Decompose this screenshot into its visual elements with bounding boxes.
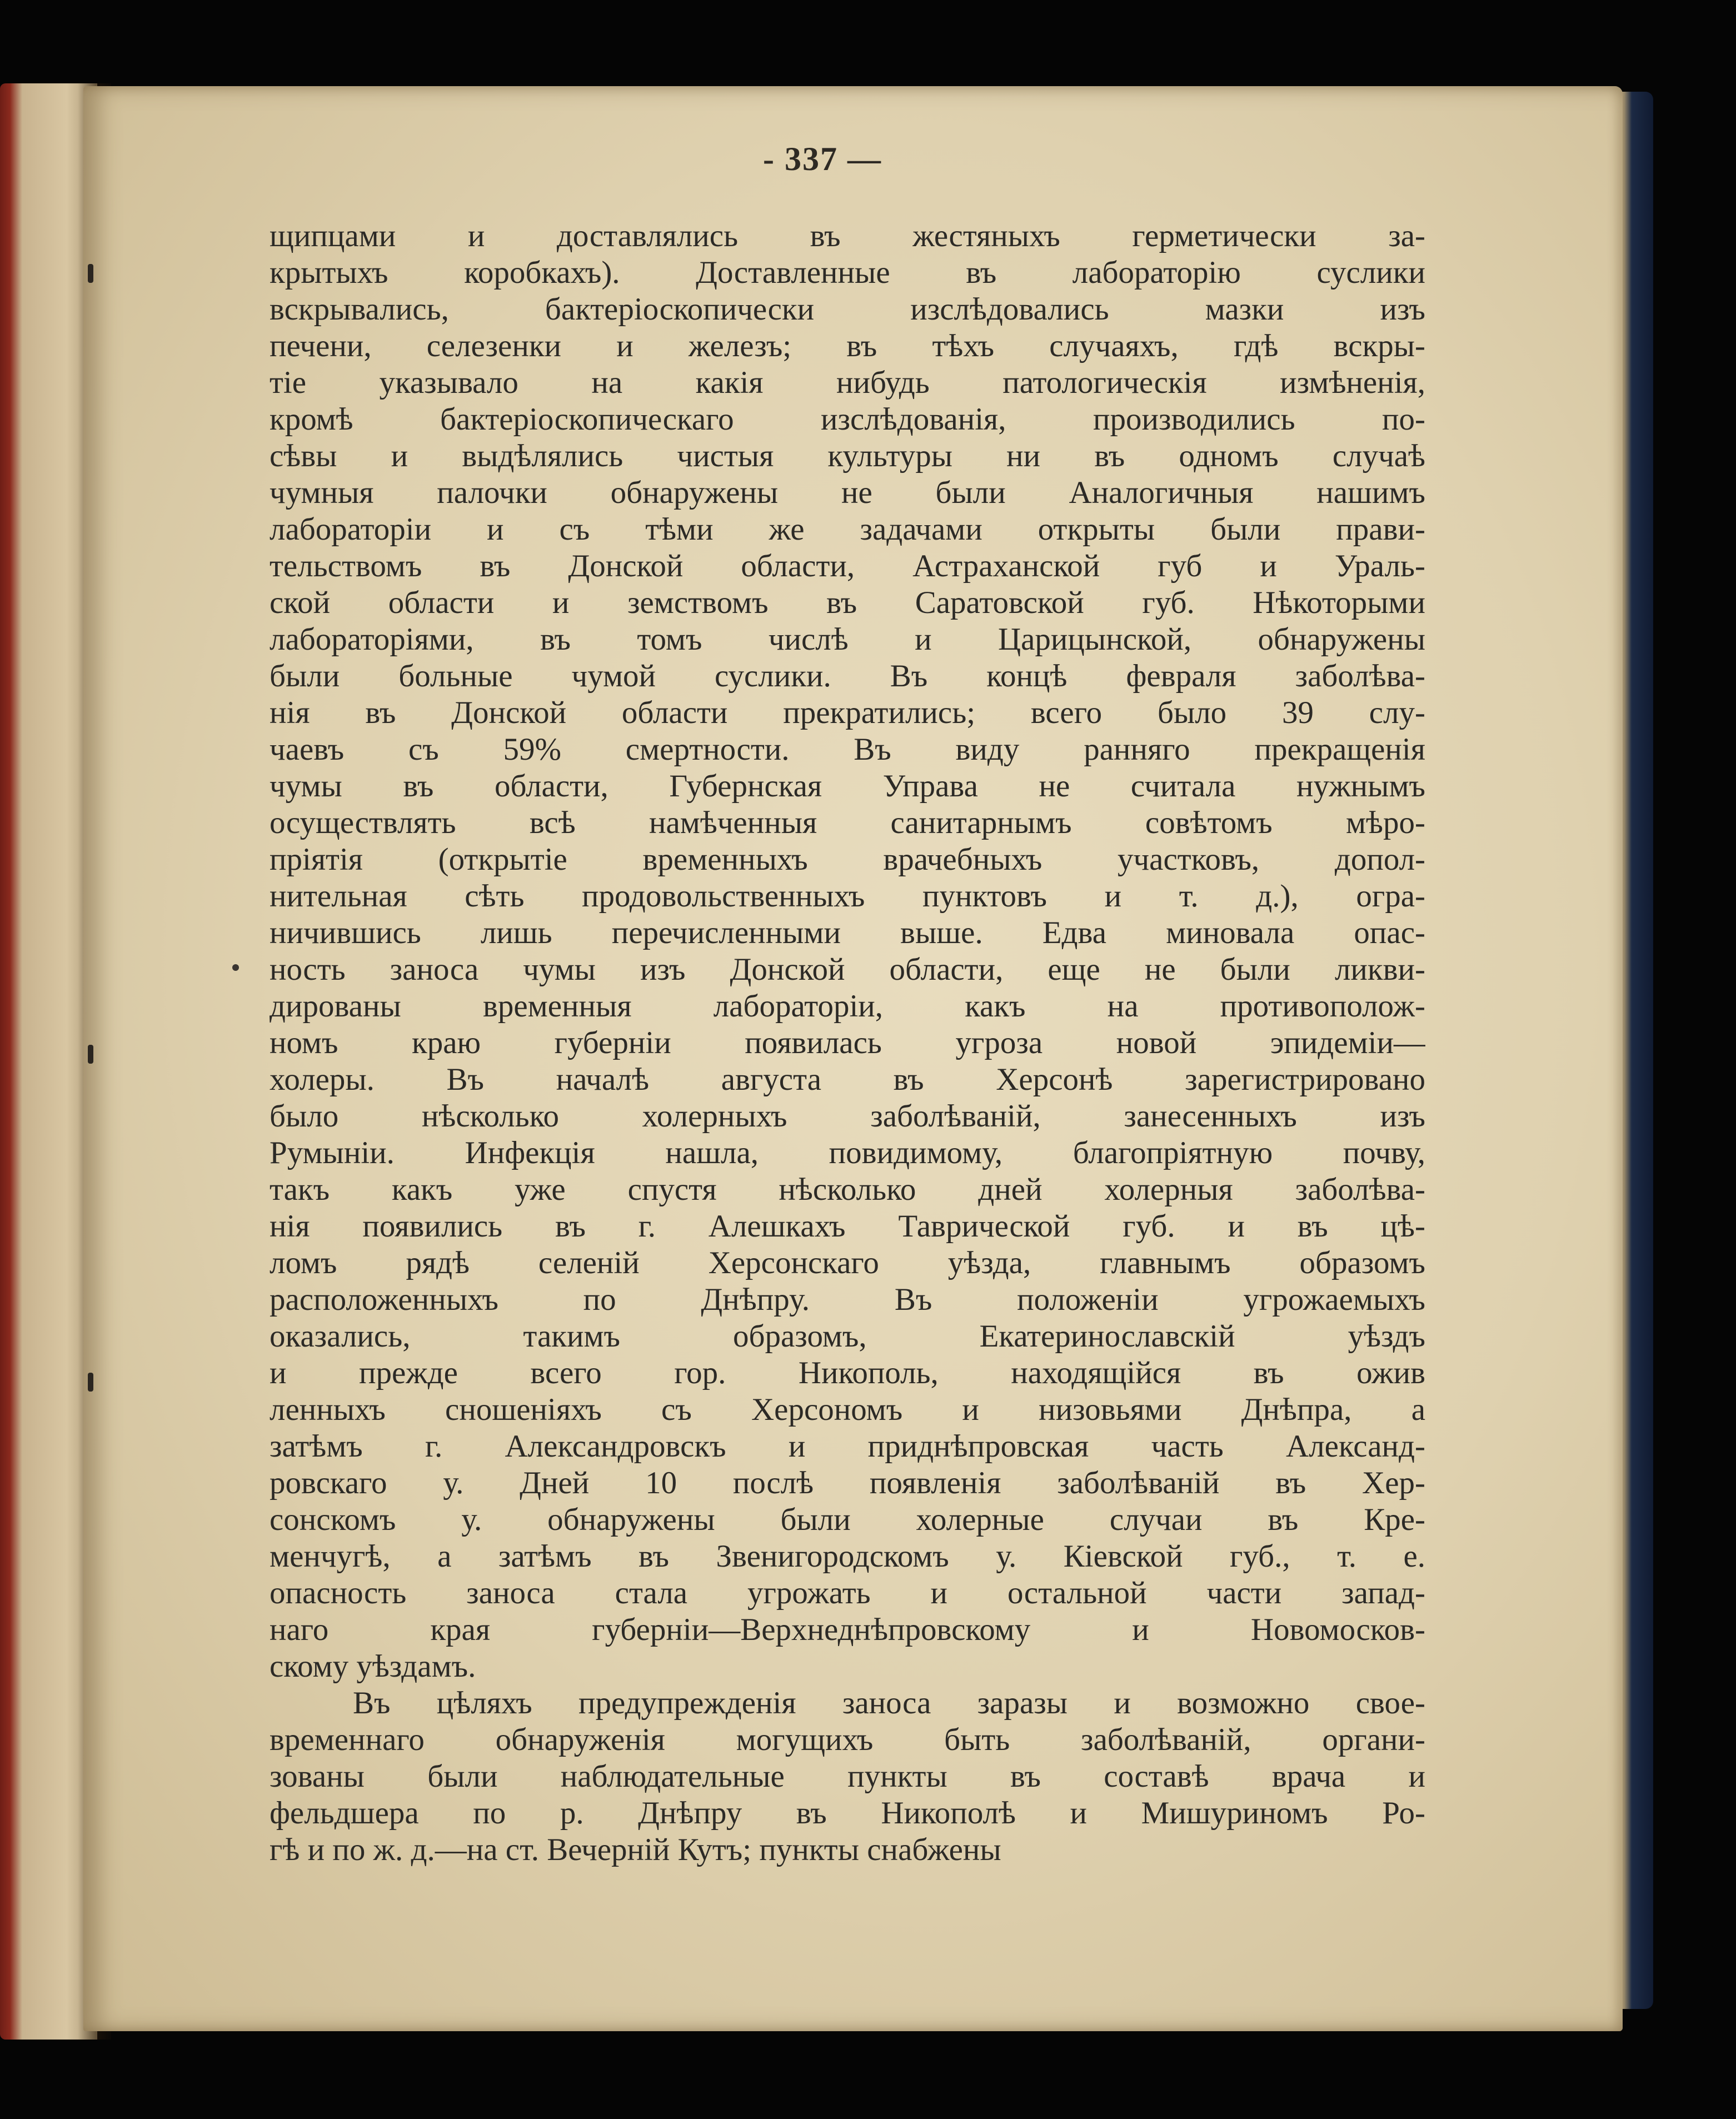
text-line: сонскомъ у. обнаружены были холерные случаи въ Кре-	[270, 1502, 1425, 1537]
page-number: - 337 —	[763, 141, 882, 177]
text-line: тіе указывало на какія нибудь патологическія измѣненія,	[270, 365, 1425, 400]
text-line: сѣвы и выдѣлялись чистыя культуры ни въ одномъ случаѣ	[270, 438, 1425, 473]
text-line: пріятія (открытіе временныхъ врачебныхъ участковъ, допол-	[270, 842, 1425, 877]
text-line: нительная сѣть продовольственныхъ пунктовъ и т. д.), огра-	[270, 879, 1425, 914]
text-line: чаевъ съ 59% смертности. Въ виду ранняго прекращенія	[270, 732, 1425, 767]
text-line: ленныхъ сношеніяхъ съ Херсономъ и низовьями Днѣпра, а	[270, 1392, 1425, 1427]
binding-mark	[88, 264, 93, 283]
text-line: было нѣсколько холерныхъ заболѣваній, занесенныхъ изъ	[270, 1099, 1425, 1134]
text-line: зованы были наблюдательные пункты въ составѣ врача и	[270, 1759, 1425, 1794]
text-line: оказались, такимъ образомъ, Екатеринославскій уѣздъ	[270, 1319, 1425, 1354]
text-line: холеры. Въ началѣ августа въ Херсонѣ зарегистрировано	[270, 1062, 1425, 1097]
text-line: наго края губерніи—Верхнеднѣпровскому и Новомосков-	[270, 1612, 1425, 1647]
page-body-text	[270, 218, 1425, 1868]
text-line: опасность заноса стала угрожать и остальной части запад-	[270, 1575, 1425, 1611]
text-line: тельствомъ въ Донской области, Астраханской губ и Ураль-	[270, 549, 1425, 584]
text-line: скому уѣздамъ.	[270, 1649, 476, 1684]
text-line: ровскаго у. Дней 10 послѣ появленія заболѣваній въ Хер-	[270, 1465, 1425, 1500]
text-line: были больные чумой суслики. Въ концѣ февраля заболѣва-	[270, 659, 1425, 694]
text-line: кромѣ бактеріоскопическаго изслѣдованія, производились по-	[270, 402, 1425, 437]
text-line: номъ краю губерніи появилась угроза новой эпидеміи—	[270, 1025, 1425, 1060]
text-line: менчугѣ, а затѣмъ въ Звенигородскомъ у. Кіевской губ., т. е.	[270, 1539, 1425, 1574]
text-line: нія въ Донской области прекратились; всего было 39 слу-	[270, 695, 1425, 730]
text-line: дированы временныя лабораторіи, какъ на противополож-	[270, 989, 1425, 1024]
text-line: такъ какъ уже спустя нѣсколько дней холерныя заболѣва-	[270, 1172, 1425, 1207]
binding-mark	[88, 1373, 93, 1392]
text-line: ской области и земствомъ въ Саратовской губ. Нѣкоторыми	[270, 585, 1425, 620]
text-line: расположенныхъ по Днѣпру. Въ положеніи угрожаемыхъ	[270, 1282, 1425, 1317]
text-line: чумныя палочки обнаружены не были Аналогичныя нашимъ	[270, 475, 1425, 510]
text-line: осуществлять всѣ намѣченныя санитарнымъ совѣтомъ мѣро-	[270, 805, 1425, 840]
text-line: вскрывались, бактеріоскопически изслѣдовались мазки изъ	[270, 292, 1425, 327]
margin-mark	[232, 964, 239, 971]
text-line: чумы въ области, Губернская Управа не считала нужнымъ	[270, 769, 1425, 804]
text-line: Румыніи. Инфекція нашла, повидимому, благопріятную почву,	[270, 1135, 1425, 1170]
text-line: и прежде всего гор. Никополь, находящійся въ ожив	[270, 1355, 1425, 1390]
text-line: ничившись лишь перечисленными выше. Едва миновала опас-	[270, 915, 1425, 950]
binding-mark	[88, 1045, 93, 1064]
text-line: фельдшера по р. Днѣпру въ Никополѣ и Мишуриномъ Ро-	[270, 1796, 1425, 1831]
text-line: Въ цѣляхъ предупрежденія заноса заразы и возможно свое-	[353, 1686, 1425, 1721]
text-line: гѣ и по ж. д.—на ст. Вечерній Кутъ; пункты снабжены	[270, 1832, 1001, 1867]
text-line: ность заноса чумы изъ Донской области, еще не были ликви-	[270, 952, 1425, 987]
text-line: щипцами и доставлялись въ жестяныхъ герметически за-	[270, 218, 1425, 253]
text-line: лабораторіями, въ томъ числѣ и Царицынской, обнаружены	[270, 622, 1425, 657]
text-line: затѣмъ г. Александровскъ и приднѣпровская часть Александ-	[270, 1429, 1425, 1464]
text-line: нія появились въ г. Алешкахъ Таврической губ. и въ цѣ-	[270, 1209, 1425, 1244]
text-line: лабораторіи и съ тѣми же задачами открыты были прави-	[270, 512, 1425, 547]
text-line: печени, селезенки и железъ; въ тѣхъ случаяхъ, гдѣ вскры-	[270, 328, 1425, 363]
text-line: временнаго обнаруженія могущихъ быть заболѣваній, органи-	[270, 1722, 1425, 1757]
text-line: ломъ рядѣ селеній Херсонскаго уѣзда, главнымъ образомъ	[270, 1245, 1425, 1280]
text-line: крытыхъ коробкахъ). Доставленные въ лабораторію суслики	[270, 255, 1425, 290]
